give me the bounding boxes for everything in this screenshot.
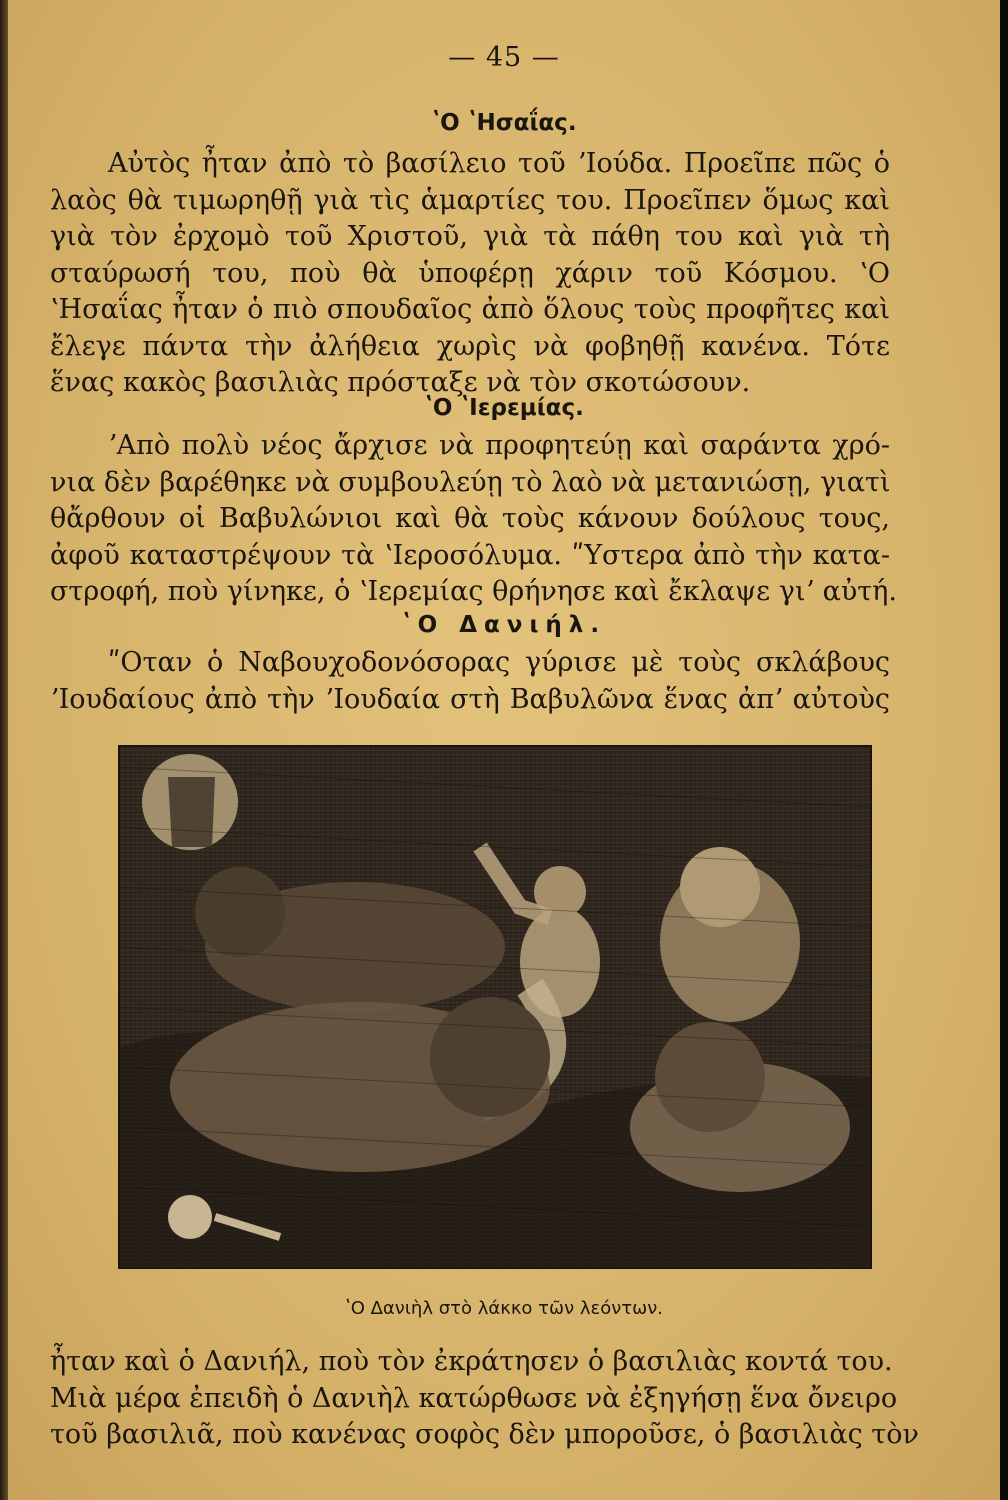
paragraph-continuation (50, 1344, 919, 1454)
text-line: Αὐτὸς ἦταν ἀπὸ τὸ βασίλειο τοῦ ʼΙούδα. Προεῖπε πῶς ὁ (108, 148, 890, 179)
text-line: ἦταν καὶ ὁ Δανιήλ, ποὺ τὸν ἐκράτησεν ὁ βασιλιὰς κοντά του. (50, 1346, 893, 1377)
text-line: ʺΟταν ὁ Ναβουχοδονόσορας γύρισε μὲ τοὺς σκλάβους (108, 647, 890, 678)
text-line: τοῦ βασιλιᾶ, ποὺ κανένας σοφὸς δὲν μποροῦσε, ὁ βασιλιὰς τὸν (50, 1419, 919, 1450)
paragraph-jeremiah (50, 428, 897, 611)
engraving-illustration (120, 747, 870, 1267)
page-number: — 45 — (448, 42, 560, 73)
page-binding-edge (0, 0, 8, 1500)
text-line: σταύρωσή του, ποὺ θὰ ὑποφέρῃ χάριν τοῦ Κόσμου. ʽΟ (50, 257, 890, 289)
text-line: Μιὰ μέρα ἐπειδὴ ὁ Δανιὴλ κατώρθωσε νὰ ἐξηγήσῃ ἕνα ὄνειρο (50, 1382, 898, 1414)
text-line: ἀφοῦ καταστρέψουν τὰ ʽΙεροσόλυμα. ʺΥστερα ἀπὸ τὴν κατα- (50, 539, 890, 571)
text-line: στροφή, ποὺ γίνηκε, ὁ ʽΙερεμίας θρήνησε καὶ ἔκλαψε γιʼ αὐτή. (50, 576, 897, 607)
section-heading-daniel: ʽΟ Δανιήλ. (401, 612, 607, 638)
text-line: λαὸς θὰ τιμωρηθῇ γιὰ τὶς ἁμαρτίες του. Προεῖπεν ὅμως καὶ (50, 184, 890, 216)
text-line: νια δὲν βαρέθηκε νὰ συμβουλεύῃ τὸ λαὸ νὰ μετανιώσῃ, γιατὶ (50, 466, 891, 498)
section-heading-jeremiah: ʽΟ ʽΙερεμίας. (424, 395, 584, 421)
text-line: θἄρθουν οἱ Βαβυλώνιοι καὶ θὰ τοὺς κάνουν δούλους τους, (50, 503, 890, 534)
text-line: γιὰ τὸν ἐρχομὸ τοῦ Χριστοῦ, γιὰ τὰ πάθη του καὶ γιὰ τὴ (50, 221, 890, 252)
text-line: ʼΑπὸ πολὺ νέος ἄρχισε νὰ προφητεύῃ καὶ σαράντα χρό- (108, 430, 890, 461)
book-page (8, 0, 1000, 1500)
text-line: ἕνας κακὸς βασιλιὰς πρόσταξε νὰ τὸν σκοτώσουν. (50, 367, 751, 398)
text-line: ʽΗσαΐας ἦταν ὁ πιὸ σπουδαῖος ἀπὸ ὅλους τοὺς προφῆτες καὶ (50, 294, 890, 325)
paragraph-isaiah (50, 146, 890, 402)
figure-caption: ʽΟ Δανιὴλ στὸ λάκκο τῶν λεόντων. (345, 1298, 663, 1319)
text-line: ʼΙουδαίους ἀπὸ τὴν ʼΙουδαία στὴ Βαβυλῶνα ἕνας ἀπʼ αὐτοὺς (50, 683, 890, 715)
section-heading-isaiah: ʽΟ ʽΗσαΐας. (431, 110, 577, 136)
text-line: ἔλεγε πάντα τὴν ἀλήθεια χωρὶς νὰ φοβηθῇ κανένα. Τότε (50, 330, 890, 362)
engraving-daniel-lions-den (118, 745, 872, 1269)
paragraph-daniel (50, 645, 890, 718)
